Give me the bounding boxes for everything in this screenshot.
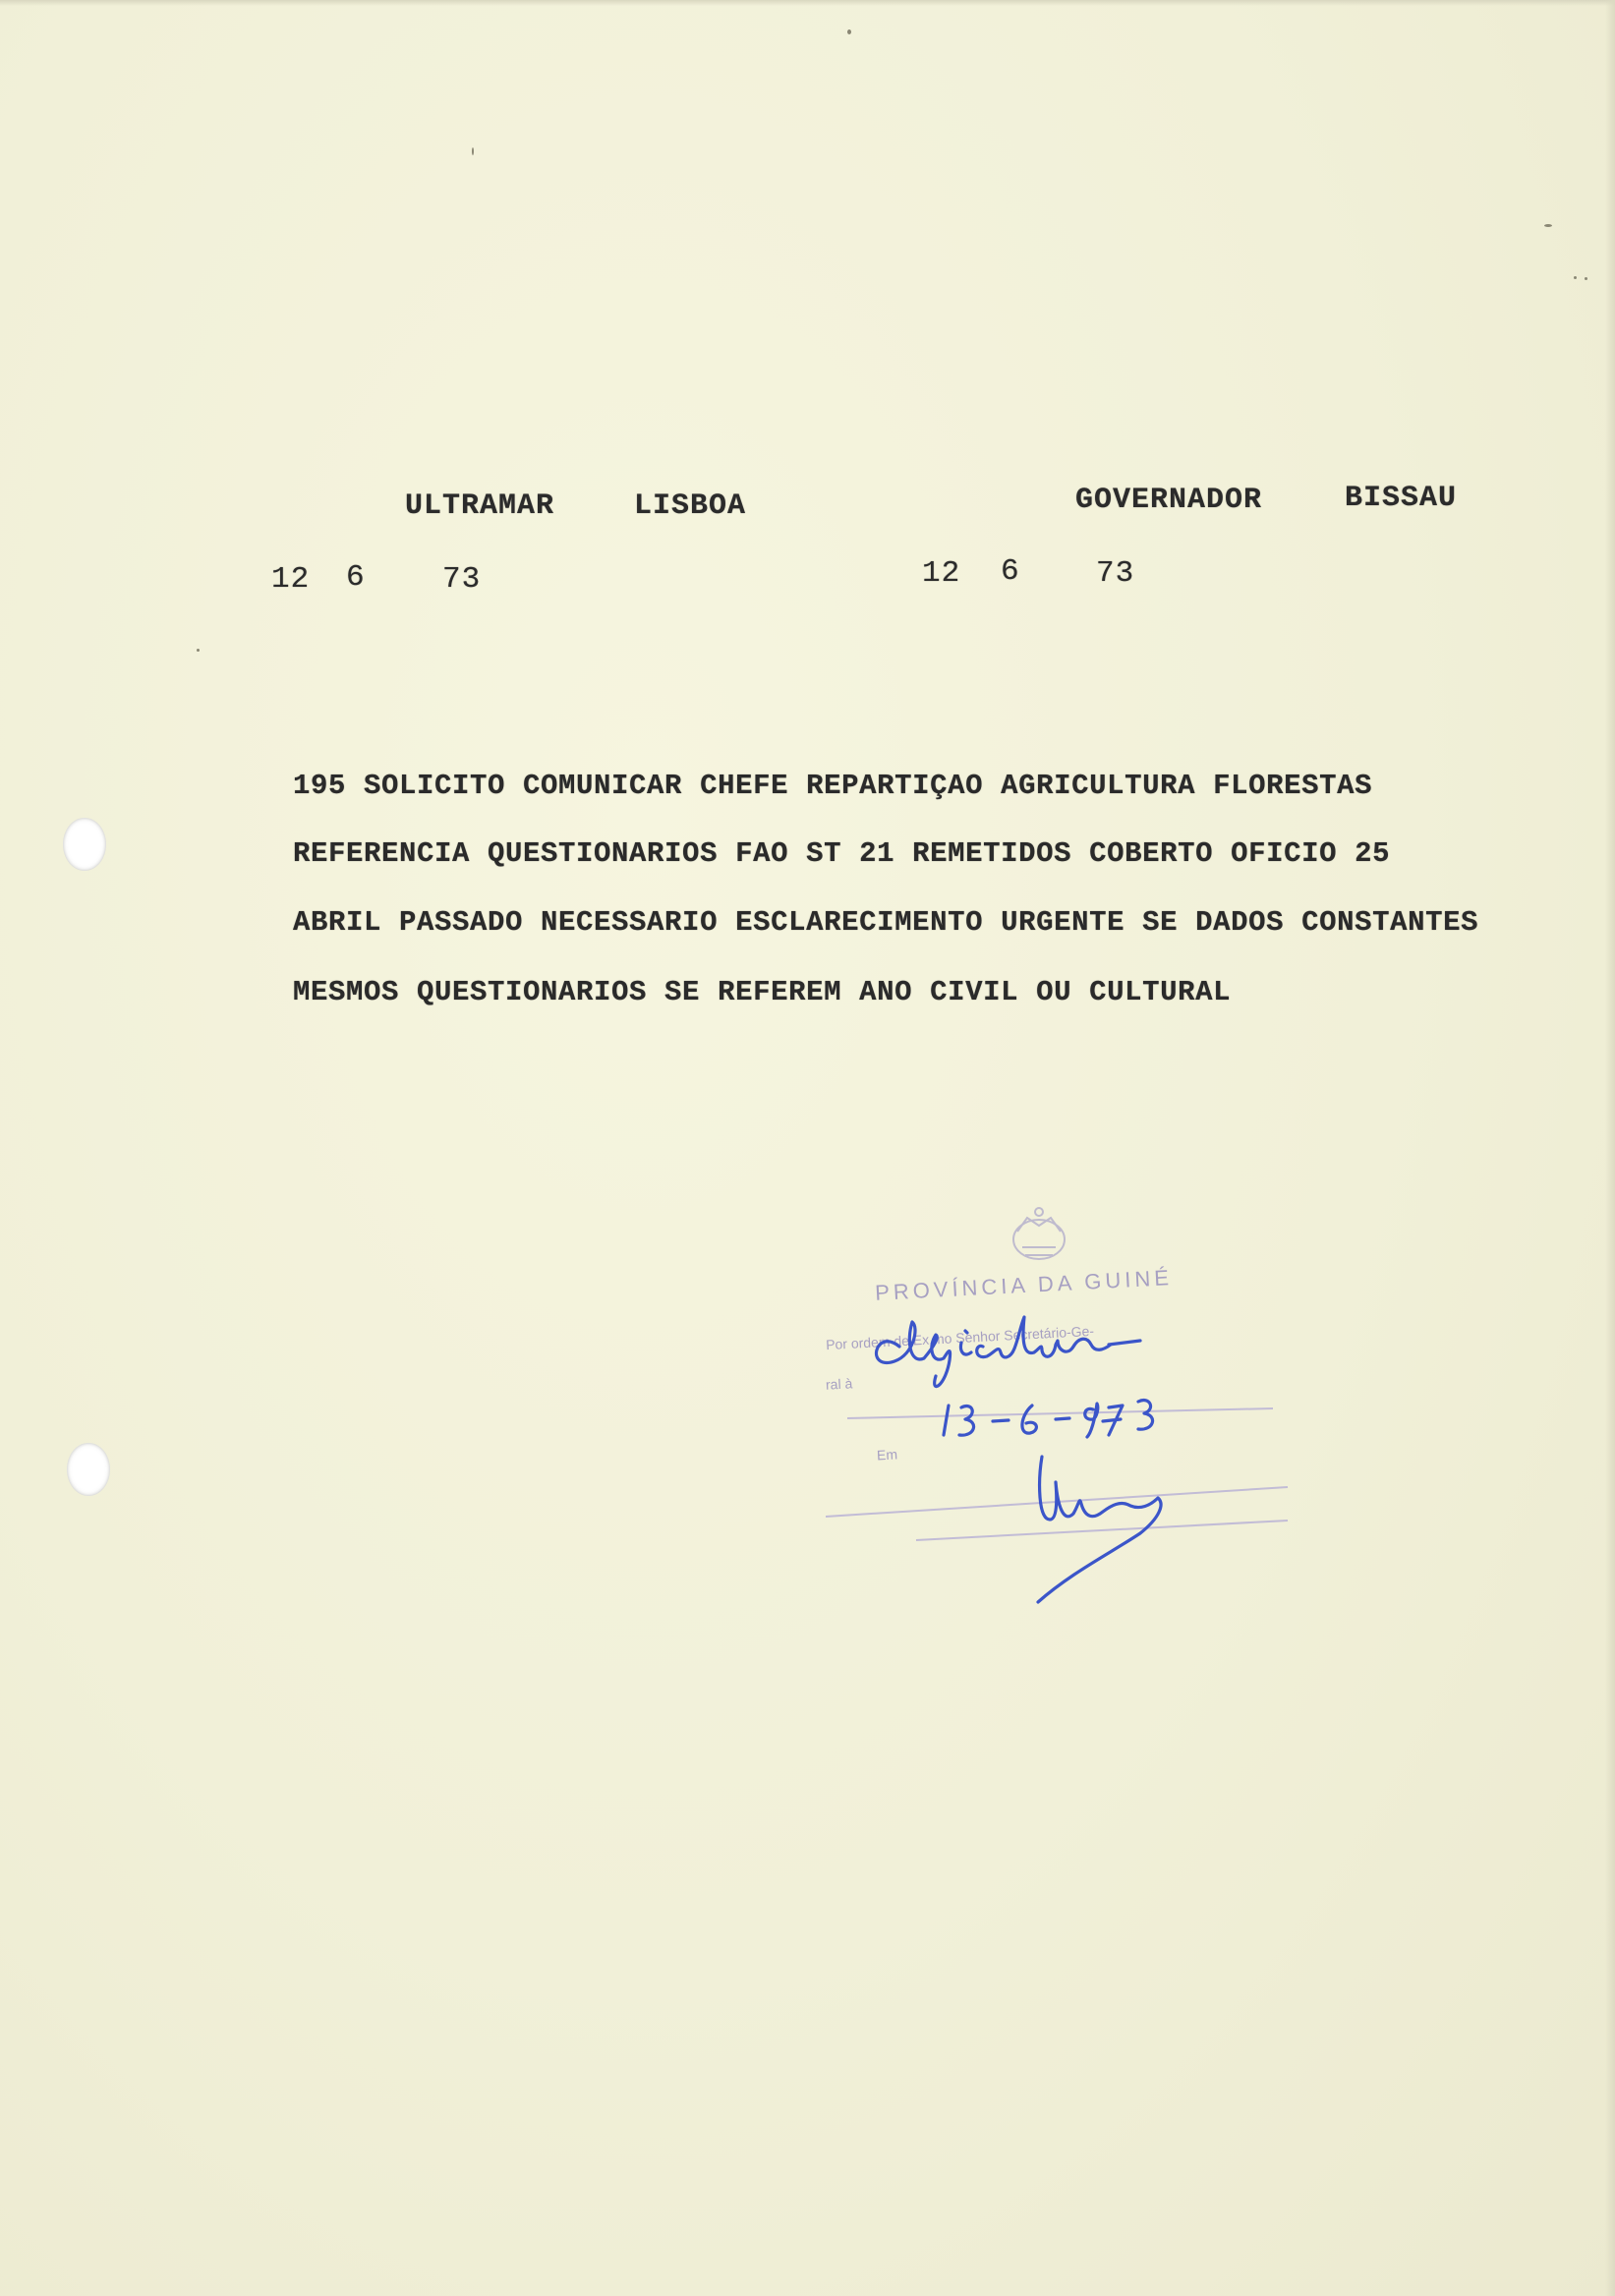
message-line-1: 195 SOLICITO COMUNICAR CHEFE REPARTIÇAO AGRICULTURA FLORESTAS (293, 770, 1373, 802)
header-left-city: LISBOA (634, 489, 747, 523)
header-left-month: 6 (346, 560, 366, 595)
message-line-3: ABRIL PASSADO NECESSARIO ESCLARECIMENTO URGENTE SE DADOS CONSTANTES (293, 906, 1479, 939)
header-left-day: 12 (271, 562, 311, 597)
handwriting-date (944, 1401, 1153, 1437)
paper-speck (1574, 276, 1577, 279)
handwriting-routing (876, 1317, 1140, 1387)
header-right-year: 73 (1096, 556, 1135, 591)
header-right-destination: GOVERNADOR (1075, 484, 1263, 517)
paper-speck (472, 147, 474, 155)
stamp-date-line: Em (876, 1446, 898, 1464)
message-line-2: REFERENCIA QUESTIONARIOS FAO ST 21 REMETIDOS COBERTO OFICIO 25 (293, 837, 1391, 870)
handwriting-signature (1038, 1457, 1161, 1602)
header-left-year: 73 (442, 562, 482, 597)
paper-speck (1544, 224, 1552, 227)
punch-hole-upper (63, 818, 106, 871)
header-right-month: 6 (1001, 554, 1020, 589)
paper-speck (197, 649, 200, 652)
paper-speck (847, 29, 851, 34)
stamp-order-line: Por ordem de Ex.mo Senhor Secretário-Ge- (825, 1322, 1095, 1353)
page-top-edge (0, 0, 1615, 6)
stamp-title: PROVÍNCIA DA GUINÉ (874, 1265, 1174, 1305)
header-left-destination: ULTRAMAR (405, 489, 555, 523)
message-line-4: MESMOS QUESTIONARIOS SE REFEREM ANO CIVIL OU CULTURAL (293, 976, 1232, 1008)
header-right-city: BISSAU (1345, 482, 1458, 515)
handwritten-annotation (845, 1288, 1307, 1622)
page-right-edge (1605, 0, 1615, 2296)
stamp-to-line: ral à (825, 1375, 853, 1393)
paper-speck (1585, 277, 1587, 280)
coat-of-arms-emblem (1013, 1208, 1065, 1259)
punch-hole-lower (67, 1443, 110, 1496)
header-right-day: 12 (922, 556, 961, 591)
